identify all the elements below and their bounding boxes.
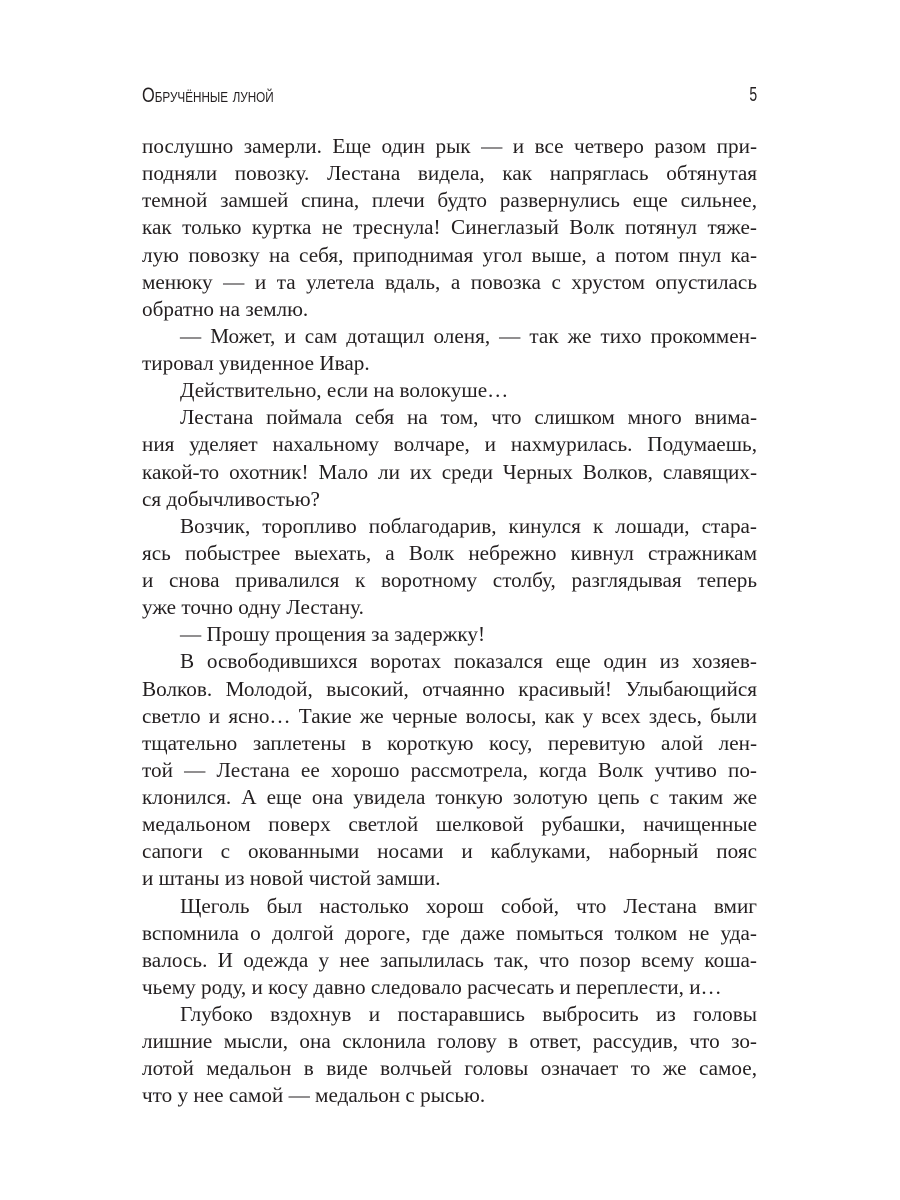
text-line: подняли повозку. Лестана видела, как напряглась обтянутая <box>142 161 757 186</box>
paragraph <box>142 893 757 1002</box>
paragraph <box>142 648 757 892</box>
text-line: и штаны из новой чистой замши. <box>142 866 441 891</box>
text-line: медальоном поверх светлой шелковой рубашки, начищенные <box>142 812 757 837</box>
body-text <box>142 133 757 1110</box>
paragraph <box>142 323 757 377</box>
text-line: светло и ясно… Такие же черные волосы, как у всех здесь, были <box>142 703 757 728</box>
text-line: Действительно, если на волокуше… <box>180 378 509 403</box>
text-line: вспомнила о долгой дороге, где даже помыться толком не уда- <box>142 920 757 945</box>
text-line: клонился. А еще она увидела тонкую золотую цепь с таким же <box>142 785 757 809</box>
text-line: Лестана поймала себя на том, что слишком много внима- <box>180 405 757 430</box>
text-line: ся добычливостью? <box>142 486 320 511</box>
text-line: лишние мысли, она склонила голову в ответ, рассудив, что зо- <box>142 1029 757 1054</box>
text-line: Волков. Молодой, высокий, отчаянно красивый! Улыбающийся <box>142 676 757 701</box>
text-line: уже точно одну Лестану. <box>142 595 364 620</box>
text-line: тировал увиденное Ивар. <box>142 351 370 375</box>
text-line: послушно замерли. Еще один рык — и все четверо разом при- <box>142 134 757 158</box>
text-line: какой-то охотник! Мало ли их среди Черных Волков, славящих- <box>142 459 757 484</box>
running-title: Обручённые луной <box>142 84 274 107</box>
text-line: что у нее самой — медальон с рысью. <box>142 1083 486 1108</box>
text-line: В освободившихся воротах показался еще один из хозяев- <box>180 649 757 674</box>
text-line: ясь побыстрее выехать, а Волк небрежно кивнул стражникам <box>142 540 757 565</box>
text-line: той — Лестана ее хорошо рассмотрела, когда Волк учтиво по- <box>142 757 757 782</box>
text-line: — Может, и сам дотащил оленя, — так же тихо прокоммен- <box>180 323 757 348</box>
text-line: Глубоко вздохнув и постаравшись выбросить из головы <box>180 1002 757 1026</box>
text-line: тщательно заплетены в короткую косу, перевитую алой лен- <box>142 730 757 755</box>
paragraph <box>142 1001 757 1110</box>
text-line: Возчик, торопливо поблагодарив, кинулся к лошади, стара- <box>180 513 757 538</box>
paragraph <box>142 377 757 404</box>
text-line: лотой медальон в виде волчьей головы означает то же самое, <box>142 1056 757 1081</box>
text-line: ния уделяет нахальному волчаре, и нахмурилась. Подумаешь, <box>142 432 757 457</box>
paragraph <box>142 513 757 622</box>
paragraph <box>142 404 757 513</box>
text-line: — Прошу прощения за задержку! <box>180 622 486 647</box>
paragraph <box>142 133 757 323</box>
page-number: 5 <box>749 84 757 106</box>
text-line: как только куртка не треснула! Синеглазый Волк потянул тяже- <box>142 215 757 240</box>
text-line: менюку — и та улетела вдаль, а повозка с хрустом опустилась <box>142 269 757 294</box>
text-line: обратно на землю. <box>142 296 309 321</box>
text-line: Щеголь был настолько хорош собой, что Лестана вмиг <box>180 893 757 918</box>
text-line: темной замшей спина, плечи будто развернулись еще сильнее, <box>142 188 757 213</box>
text-line: чьему роду, и косу давно следовало расчесать и переплести, и… <box>142 974 722 999</box>
text-line: и снова привалился к воротному столбу, разглядывая теперь <box>142 568 757 592</box>
text-line: сапоги с окованными носами и каблуками, наборный пояс <box>142 839 757 864</box>
text-line: валось. И одежда у нее запылилась так, что позор всему коша- <box>142 947 757 972</box>
running-header <box>142 84 757 114</box>
text-line: лую повозку на себя, приподнимая угол выше, а потом пнул ка- <box>142 242 757 267</box>
paragraph <box>142 621 757 648</box>
